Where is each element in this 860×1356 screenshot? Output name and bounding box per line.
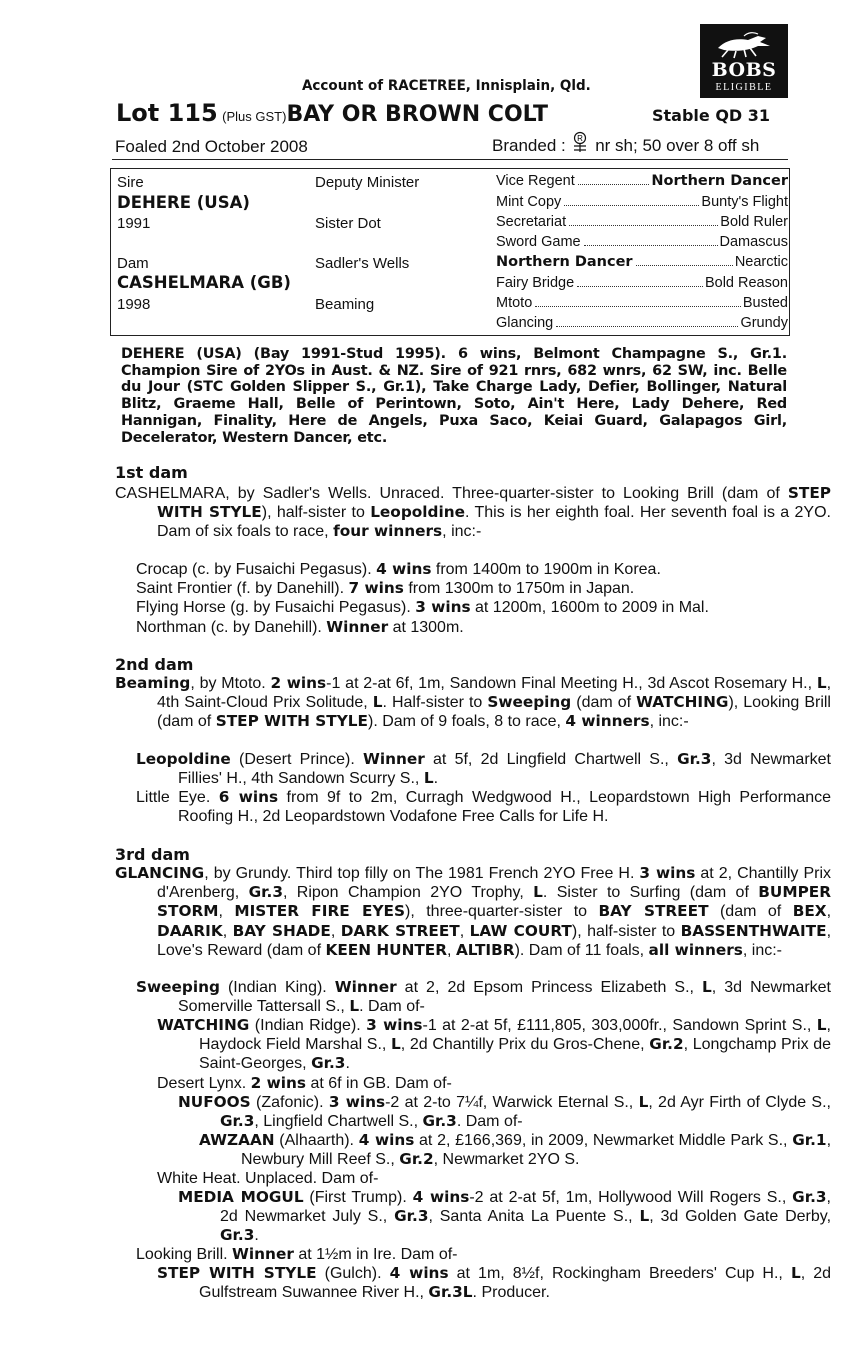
first-dam-heading: 1st dam bbox=[115, 463, 188, 482]
ancestor-row bbox=[496, 234, 788, 250]
progeny-entry: Northman (c. by Danehill). Winner at 1300m. bbox=[136, 618, 464, 636]
ancestor-name: Mint Copy bbox=[496, 194, 562, 210]
bold-highlight: 7 wins bbox=[348, 579, 404, 597]
bobs-eligible-logo bbox=[700, 24, 788, 98]
leader-dots bbox=[535, 295, 741, 307]
descendant-entry: MEDIA MOGUL (First Trump). 4 wins-2 at 2-at 5f, 1m, Hollywood Will Rogers S., Gr.3, 2d Newmarket July S., Gr.3, Santa Anita La Puente S., L, 3d Golden Gate Derby, Gr.3. bbox=[178, 1188, 832, 1245]
bold-highlight: KEEN HUNTER bbox=[325, 940, 448, 959]
ancestor-sire: Busted bbox=[742, 295, 788, 311]
bold-highlight: four winners bbox=[333, 522, 443, 541]
ancestor-sire: Damascus bbox=[719, 234, 788, 250]
bold-highlight: Sweeping bbox=[136, 978, 220, 996]
bold-highlight: WATCHING bbox=[157, 1016, 250, 1034]
foaled-date: Foaled 2nd October 2008 bbox=[115, 137, 308, 156]
bold-highlight: 6 wins bbox=[218, 788, 279, 806]
progeny-entry: Little Eye. 6 wins from 9f to 2m, Curragh Wedgwood H., Leopardstown High Performance Roofing H., 2d Leopardstown Vodafone Free Calls for Life H. bbox=[136, 788, 832, 826]
bold-highlight: Gr.2 bbox=[649, 1035, 684, 1054]
bold-highlight: 2 wins bbox=[250, 1074, 307, 1092]
bold-highlight: 3 wins bbox=[639, 864, 696, 882]
bold-highlight: Gr.3 bbox=[792, 1188, 827, 1206]
logo-subtext: ELIGIBLE bbox=[715, 82, 773, 93]
leader-dots bbox=[584, 234, 718, 246]
leader-dots bbox=[556, 315, 738, 327]
bold-highlight: 2 wins bbox=[270, 674, 327, 692]
bold-highlight: 3 wins bbox=[366, 1016, 423, 1034]
bold-highlight: Gr.2 bbox=[399, 1150, 434, 1169]
bold-highlight: Gr.3 bbox=[220, 1226, 255, 1245]
bold-highlight: Gr.1 bbox=[792, 1131, 827, 1149]
bold-highlight: STEP WITH STYLE bbox=[215, 712, 368, 731]
bold-highlight: 4 wins bbox=[376, 560, 432, 578]
bold-highlight: ALTIBR bbox=[455, 940, 515, 959]
ancestor-column bbox=[111, 169, 789, 335]
racehorse-icon bbox=[714, 30, 774, 60]
brand-mark-icon bbox=[570, 131, 590, 153]
bold-highlight: Winner bbox=[334, 978, 397, 996]
branded-info bbox=[492, 131, 759, 156]
bold-highlight: STEP WITH STYLE bbox=[157, 1264, 317, 1282]
leader-dots bbox=[578, 173, 650, 185]
bold-highlight: BASSENTHWAITE bbox=[680, 921, 827, 940]
svg-text:R: R bbox=[577, 134, 584, 143]
first-dam-text: CASHELMARA, by Sadler's Wells. Unraced. Three-quarter-sister to Looking Brill (dam of STEP WITH STYLE), half-sister to Leopoldine. This is her eighth foal. Her seventh foal is a 2YO. Dam of six foals to race, four winners, inc:- bbox=[115, 484, 831, 541]
bold-highlight: Leopoldine bbox=[370, 503, 465, 522]
bold-highlight: 3 wins bbox=[415, 598, 471, 616]
leader-dots bbox=[569, 214, 718, 226]
lot-number: Lot 115 bbox=[116, 99, 218, 127]
descendant-entry: Sweeping (Indian King). Winner at 2, 2d Epsom Princess Elizabeth S., L, 3d Newmarket Somerville Tattersall S., L. Dam of- bbox=[136, 978, 832, 1016]
bold-highlight: L bbox=[816, 674, 827, 692]
branded-text: nr sh; 50 over 8 off sh bbox=[595, 136, 760, 155]
bold-highlight: LAW COURT bbox=[469, 921, 572, 940]
ancestor-sire: Northern Dancer bbox=[651, 173, 788, 189]
header-divider bbox=[112, 159, 788, 160]
bold-highlight: Sweeping bbox=[487, 693, 572, 712]
dam-label: Dam bbox=[117, 255, 149, 272]
bold-highlight: Beaming bbox=[115, 674, 191, 692]
sire-name: DEHERE (USA) bbox=[117, 193, 250, 212]
bold-highlight: L bbox=[816, 1016, 827, 1034]
ancestor-sire: Grundy bbox=[740, 315, 788, 331]
bold-highlight: L bbox=[638, 1093, 649, 1111]
bold-highlight: L bbox=[533, 883, 543, 902]
sire-summary: DEHERE (USA) (Bay 1991-Stud 1995). 6 wins, Belmont Champagne S., Gr.1. Champion Sire of 2YOs in Aust. & NZ. Sire of 921 rnrs, 682 wnrs, 62 SW, inc. Belle du Jour (STC Golden Slipper S., Gr.1), Take Charge Lady, Defier, Bollinger, Natural Blitz, Graeme Hall, Belle of Perintown, Soto, Ain't Here, Lady Dehere, Red Hannigan, Finality, Here de Angels, Puxa Saco, Keiai Guard, Galapagos Girl, Decelerator, Western Dancer, etc. bbox=[121, 346, 787, 446]
bold-highlight: L bbox=[391, 1035, 401, 1054]
ancestor-name: Vice Regent bbox=[496, 173, 575, 189]
ancestor-row bbox=[496, 295, 788, 311]
gst-note: (Plus GST) bbox=[222, 109, 287, 124]
progeny-entry: Leopoldine (Desert Prince). Winner at 5f, 2d Lingfield Chartwell S., Gr.3, 3d Newmarket Fillies' H., 4th Sandown Scurry S., L. bbox=[136, 750, 831, 788]
bold-highlight: BUMPER STORM bbox=[157, 883, 832, 921]
ancestor-row bbox=[496, 315, 788, 331]
bold-highlight: 3 wins bbox=[328, 1093, 386, 1111]
bold-highlight: L bbox=[349, 997, 360, 1016]
bold-highlight: BEX bbox=[792, 902, 827, 921]
third-dam-heading: 3rd dam bbox=[115, 845, 190, 864]
bold-highlight: Winner bbox=[232, 1245, 294, 1263]
bold-highlight: L bbox=[790, 1264, 801, 1282]
bold-highlight: Gr.3 bbox=[394, 1207, 429, 1226]
bold-highlight: BAY SHADE bbox=[232, 921, 331, 940]
dam-year: 1998 bbox=[117, 296, 151, 313]
leader-dots bbox=[636, 254, 733, 266]
vendor-account: Account of RACETREE, Innisplain, Qld. bbox=[302, 78, 591, 94]
bold-highlight: Gr.3 bbox=[677, 750, 712, 768]
dam-sire: Sadler's Wells bbox=[315, 255, 410, 272]
bold-highlight: Leopoldine bbox=[136, 750, 231, 768]
bold-highlight: L bbox=[639, 1207, 650, 1226]
bold-highlight: AWZAAN bbox=[199, 1131, 275, 1149]
leader-dots bbox=[577, 275, 703, 287]
logo-text: BOBS bbox=[711, 59, 777, 81]
bold-highlight: MEDIA MOGUL bbox=[178, 1188, 304, 1206]
bold-highlight: Gr.3 bbox=[422, 1112, 457, 1131]
bold-highlight: NUFOOS bbox=[178, 1093, 251, 1111]
descendant-entry: AWZAAN (Alhaarth). 4 wins at 2, £166,369, in 2009, Newmarket Middle Park S., Gr.1, Newbury Mill Reef S., Gr.2, Newmarket 2YO S. bbox=[199, 1131, 832, 1169]
bold-highlight: Gr.3 bbox=[311, 1054, 346, 1073]
descendant-entry: White Heat. Unplaced. Dam of- bbox=[157, 1170, 379, 1187]
ancestor-sire: Bold Reason bbox=[704, 275, 788, 291]
bold-highlight: 4 wins bbox=[389, 1264, 449, 1282]
ancestor-sire: Bold Ruler bbox=[720, 214, 788, 230]
bold-highlight: Winner bbox=[326, 618, 389, 636]
descendant-entry: Looking Brill. Winner at 1½m in Ire. Dam of- bbox=[136, 1245, 458, 1263]
progeny-entry: Crocap (c. by Fusaichi Pegasus). 4 wins from 1400m to 1900m in Korea. bbox=[136, 560, 661, 578]
sire-year: 1991 bbox=[117, 215, 151, 232]
horse-description: BAY OR BROWN COLT bbox=[286, 102, 549, 127]
ancestor-name: Fairy Bridge bbox=[496, 275, 575, 291]
bold-highlight: Gr.3 bbox=[220, 1112, 255, 1131]
bold-highlight: STEP WITH STYLE bbox=[157, 484, 831, 522]
descendant-entry: STEP WITH STYLE (Gulch). 4 wins at 1m, 8½f, Rockingham Breeders' Cup H., L, 2d Gulfstream Suwannee River H., Gr.3L. Producer. bbox=[157, 1264, 832, 1302]
sire-label: Sire bbox=[117, 174, 144, 191]
branded-label: Branded : bbox=[492, 136, 566, 155]
dam-name: CASHELMARA (GB) bbox=[117, 273, 291, 292]
ancestor-row bbox=[496, 194, 788, 210]
stable-number: Stable QD 31 bbox=[652, 106, 771, 125]
lot-title-line bbox=[116, 99, 548, 127]
bold-highlight: 4 wins bbox=[358, 1131, 415, 1149]
bold-highlight: L bbox=[423, 769, 434, 788]
leader-dots bbox=[564, 194, 699, 206]
bold-highlight: DAARIK bbox=[157, 921, 223, 940]
ancestor-row bbox=[496, 254, 788, 270]
ancestor-name: Secretariat bbox=[496, 214, 567, 230]
bold-highlight: all winners bbox=[648, 940, 743, 959]
ancestor-name: Mtoto bbox=[496, 295, 533, 311]
dam-dam: Beaming bbox=[315, 296, 375, 313]
descendant-entry: WATCHING (Indian Ridge). 3 wins-1 at 2-at 5f, £111,805, 303,000fr., Sandown Sprint S., L, Haydock Field Marshal S., L, 2d Chantilly Prix du Gros-Chene, Gr.2, Longchamp Prix de Saint-Georges, Gr.3. bbox=[157, 1016, 832, 1073]
progeny-entry: Saint Frontier (f. by Danehill). 7 wins from 1300m to 1750m in Japan. bbox=[136, 579, 635, 597]
bold-highlight: Gr.3 bbox=[248, 883, 283, 902]
bold-highlight: BAY STREET bbox=[598, 902, 709, 921]
second-dam-heading: 2nd dam bbox=[115, 655, 194, 674]
sire-sire: Deputy Minister bbox=[315, 174, 420, 191]
bold-highlight: L bbox=[702, 978, 712, 996]
ancestor-name: Sword Game bbox=[496, 234, 581, 250]
ancestor-name: Northern Dancer bbox=[496, 254, 633, 270]
descendant-entry: NUFOOS (Zafonic). 3 wins-2 at 2-to 7¼f, Warwick Eternal S., L, 2d Ayr Firth of Clyde S., Gr.3, Lingfield Chartwell S., Gr.3. Dam of- bbox=[178, 1093, 831, 1131]
ancestor-row bbox=[496, 214, 788, 230]
bold-highlight: 4 wins bbox=[412, 1188, 470, 1206]
ancestor-sire: Bunty's Flight bbox=[701, 194, 788, 210]
third-dam-text: GLANCING, by Grundy. Third top filly on The 1981 French 2YO Free H. 3 wins at 2, Chantilly Prix d'Arenberg, Gr.3, Ripon Champion 2YO Trophy, L. Sister to Surfing (dam of BUMPER STORM, MISTER FIRE EYES), three-quarter-sister to BAY STREET (dam of BEX, DAARIK, BAY SHADE, DARK STREET, LAW COURT), half-sister to BASSENTHWAITE, Love's Reward (dam of KEEN HUNTER, ALTIBR). Dam of 11 foals, all winners, inc:- bbox=[115, 864, 832, 959]
bold-highlight: MISTER FIRE EYES bbox=[234, 902, 405, 921]
bold-highlight: 4 winners bbox=[565, 712, 650, 731]
bold-highlight: L bbox=[372, 693, 383, 712]
ancestor-sire: Nearctic bbox=[734, 254, 788, 270]
second-dam-text: Beaming, by Mtoto. 2 wins-1 at 2-at 6f, 1m, Sandown Final Meeting H., 3d Ascot Rosemary H., L, 4th Saint-Cloud Prix Solitude, L. Half-sister to Sweeping (dam of WATCHING), Looking Brill (dam of STEP WITH STYLE). Dam of 9 foals, 8 to race, 4 winners, inc:- bbox=[115, 674, 832, 731]
progeny-entry: Flying Horse (g. by Fusaichi Pegasus). 3 wins at 1200m, 1600m to 2009 in Mal. bbox=[136, 598, 709, 616]
ancestor-name: Glancing bbox=[496, 315, 554, 331]
pedigree-table bbox=[110, 168, 790, 336]
bold-highlight: GLANCING bbox=[115, 864, 205, 882]
ancestor-row bbox=[496, 275, 788, 291]
descendant-entry: Desert Lynx. 2 wins at 6f in GB. Dam of- bbox=[157, 1074, 452, 1092]
bold-highlight: DARK STREET bbox=[340, 921, 460, 940]
bold-highlight: Winner bbox=[363, 750, 425, 768]
sire-dam: Sister Dot bbox=[315, 215, 381, 232]
ancestor-row bbox=[496, 173, 788, 189]
bold-highlight: WATCHING bbox=[636, 693, 729, 712]
bold-highlight: Gr.3L bbox=[428, 1283, 473, 1302]
